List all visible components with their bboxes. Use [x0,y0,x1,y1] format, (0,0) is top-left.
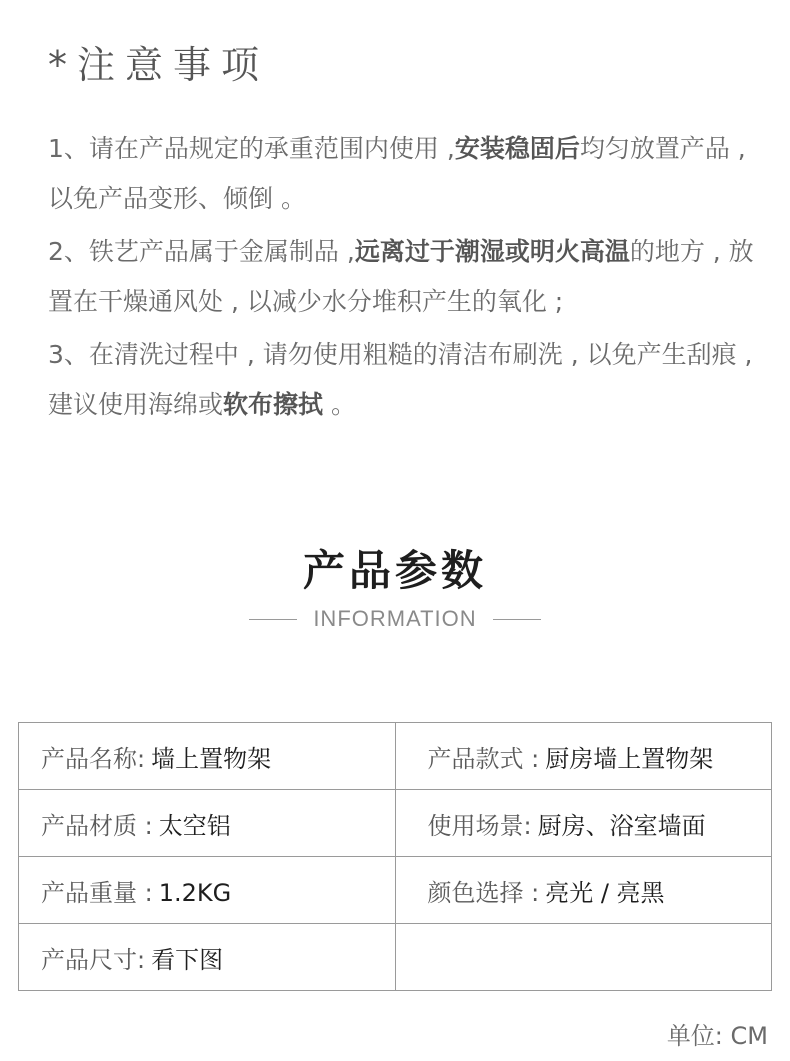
spec-label: 使用场景: [427,811,532,840]
section-title: 产品参数 [302,546,487,595]
table-row [19,924,772,991]
note-item-2 [48,227,760,327]
notes-list [48,124,760,433]
spec-label: 产品材质 : [41,811,153,840]
section-subtitle-text: INFORMATION [313,606,477,631]
divider-line-right [493,619,541,620]
spec-value: 太空铝 [158,811,231,840]
note-item-1 [48,124,760,224]
note-text: 2、铁艺产品属于金属制品 , [48,237,355,266]
spec-cell [395,857,772,924]
divider-line-left [249,619,297,620]
spec-label: 产品名称: [41,744,146,773]
note-text: 3、在清洗过程中 , 请勿使用粗糙的清洁布刷洗 , 以免产生刮痕 , 建议使用海绵或 [48,340,753,419]
table-row [19,723,772,790]
spec-value: 亮光 / 亮黑 [545,878,665,907]
unit-note: 单位: CM [666,1022,768,1050]
note-text: 。 [323,390,356,419]
notes-title: *注意事项 [48,43,270,87]
spec-label: 颜色选择 : [427,878,540,907]
note-text: 均匀放置产品 , 以免产品变形、倾倒 。 [48,134,746,213]
spec-cell-empty [395,924,772,991]
spec-cell [19,857,396,924]
spec-cell [19,723,396,790]
table-row [19,790,772,857]
spec-label: 产品尺寸: [41,945,146,974]
note-emphasis: 远离过于潮湿或明火高温 [354,237,630,266]
spec-cell [395,723,772,790]
spec-cell [395,790,772,857]
note-emphasis: 软布擦拭 [223,390,324,419]
spec-label: 产品重量 : [41,878,153,907]
spec-value: 1.2KG [158,878,232,907]
spec-value: 墙上置物架 [151,744,272,773]
note-item-3 [48,330,760,430]
spec-table [18,722,772,991]
table-row [19,857,772,924]
note-emphasis: 安装稳固后 [454,134,580,163]
spec-value: 厨房墙上置物架 [545,744,714,773]
spec-value: 厨房、浴室墙面 [537,811,706,840]
spec-cell [19,924,396,991]
note-text: 的地方 , 放置在干燥通风处 , 以减少水分堆积产生的氧化 ; [48,237,754,316]
note-text: 1、请在产品规定的承重范围内使用 , [48,134,455,163]
spec-cell [19,790,396,857]
spec-value: 看下图 [151,945,224,974]
section-subtitle [0,604,790,634]
spec-label: 产品款式 : [427,744,540,773]
